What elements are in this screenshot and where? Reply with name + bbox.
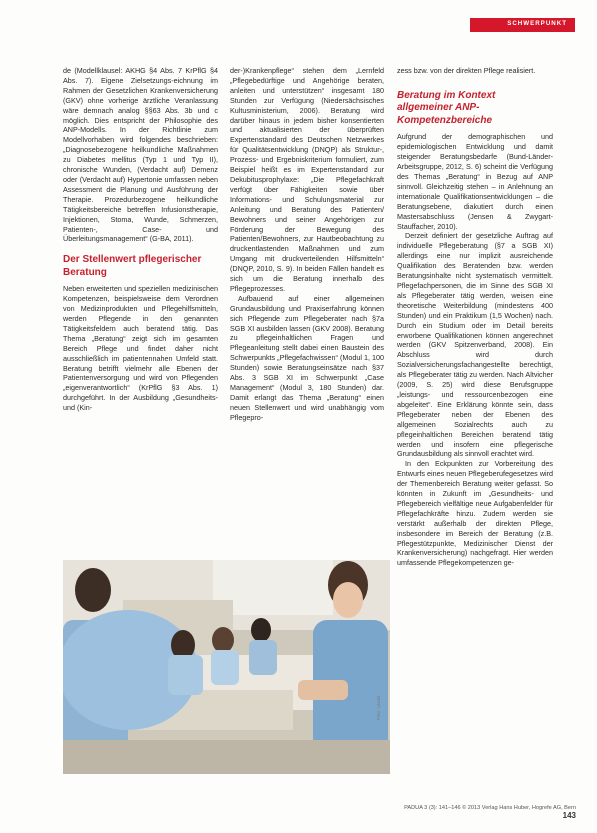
paragraph: Neben erweiterten und speziellen medizinischen Kompetenzen, beispielsweise dem Verordnen von Medizinprodukten und Pflegehilfsmitteln, werden Pflegende in den genannten Tätigkeitsfeldern auch beratend tätig. Das Thema „Beratung“ zeigt sich im gesamten Bereich Pflege und findet daher nicht ausschließlich im patientennahen Umfeld statt. Beratung betrifft vielmehr alle Ebenen der Patientenversorgung und wird von Pflegenden „eigenverantwortlich“ (KrPflG §3 Abs. 1) durchgeführt. In der Ausbildung „Gesundheits- und (Kin- (63, 284, 218, 413)
paragraph: Aufgrund der demographischen und epidemiologischen Entwicklung und damit steigender Beratungsbedarfe (Bund-Länder-Arbeitsgruppe, 2012, S. 6) scheint die Verfügung des Themas „Beratung“ in Bezug auf ANP sinnvoll. Gleichzeitig stehen – in Anlehnung an internationale Qualifikationsentwicklungen – die Beratungsebene, diakutiert durch einen Mastersabschluss (Jensen & Zwygart-Stauffacher, 2010). (397, 132, 553, 231)
text-column-1 (63, 66, 218, 413)
photo-illustration (63, 560, 390, 774)
paragraph: der-)Krankenpflege“ stehen dem „Lernfeld „Pflegebedürftige und Angehörige beraten, anleiten und unterstützen“ insgesamt 180 Stunden zur Verfügung (Niedersächsisches Kultusministerium, 2006). Beratung wird darüber hinaus in jedem bisher konsentierten und aktualisierten der überprüften Expertenstandard des Deutschen Netzwerkes für Qualitätsentwicklung (DNQP) als Struktur-, Prozess- und Ergebniskriterium formuliert, zum Beispiel heißt es im Expertenstandard zur Dekubitusprophylaxe: „Die Pflegefachkraft verfügt über Fähigkeiten sowie über Informations- und Schulungsmaterial zur Anleitung und Beratung des Patienten/ Bewohners und seiner Angehörigen zur Förderung der Bewegung des Patienten/Bewohners, zur Hautbeobachtung zu druckentlastenden Maßnahmen und zum Umgang mit druckverteilenden Hilfsmitteln“ (DNQP, 2010, S. 9). In beiden Fällen handelt es sich um die Beratung innerhalb des Pflegeprozesses. (230, 66, 384, 293)
section-label: SCHWERPUNKT (507, 20, 567, 27)
photo-credit: Foto: Ursula (376, 695, 381, 720)
paragraph: In den Eckpunkten zur Vorbereitung des Entwurfs eines neuen Pflegeberufegesetzes wird der Themenbereich Beratung weiter gefasst. So könnten in Zukunft im „Gesundheits- und Pflegebereich vielfältige neue Aufgabenfelder für Pflegefachkräfte hinzu. Zudem werden sie verstärkt außerhalb der direkten Pflege, insbesondere im Bereich der Beratung (z.B. Pflegestützpunkte, Medizinischer Dienst der Krankenversicherung) nachgefragt. Hier werden umfassende Pflegekompetenzen ge- (397, 459, 553, 568)
nursing-classroom-photo (63, 560, 390, 774)
paragraph: de (Modellklausel: AKHG §4 Abs. 7 KrPflG §4 Abs. 7). Eigene Zielsetzungs-eichnung im Rahmen der Gesetzlichen Krankenversicherung (GKV) ohne vorherige ärztliche Veranlassung wäre demnach analog §§63 Abs. 3b und c möglich. Dies entspricht der Philosophie des ANP-Modells. In der Richtlinie zum Modellvorhaben wird folgendes beschrieben: „Diagnosebezogene heilkundliche Maßnahmen zu Diabetes mellitus (Typ 1 und Typ II), chronische Wunden, (Verdacht auf) Demenz oder (Verdacht auf) Hypertonie umfassen neben Assessment die Planung und Ausführung der Therapie. Prozedurbezogene heilkundliche Tätigkeitsbereiche betreffen Infusionstherapie, Injektionen, Stoma, Wunde, Schmerzen, Patienten-, Case- und Überleitungsmanagement“ (G-BA, 2011). (63, 66, 218, 244)
section-heading: Beratung im Kontext allgemeiner ANP-Kompetenzbereiche (397, 89, 496, 126)
section-header-bar (470, 18, 575, 32)
paragraph: Derzeit definiert der gesetzliche Auftrag auf individuelle Pflegeberatung (§7 a SGB XI) allerdings eine nur implizit ausreichende Qualifikation des Beratenden bzw. werden Beratungsinhalte nicht systematisch vermittelt. Pflegefachpersonen, die im Sinne des SGB XI als Pflegeberater tätig werden, weisen eine theoretische Weiterbildung (mindestens 400 Stunden) und ein Praktikum (1,5 Wochen) nach. Durch ein Studium oder im Detail bereits erworbene Qualifikationen können angerechnet werden (GKV Spitzenverband, 2008). Ein Abschluss wird durch Sozialversicherungsfachangestellte berechtigt, als Pflegeberater tätig zu werden. Nach Altvicher (2009, S. 25) wird diese Berufsgruppe „leistungs- und ressourcenbezogen eine abgeleitet“. Eine Erklärung könnte sein, dass Pflegeberater neben der Ebenen des allgemeinen Sozialrechts auch zu pflegeinhaltlichen Bereichen beratend tätig werden und insofern eine pflegerische Grundausbildung als sinnvoll erachtet wird. (397, 231, 553, 459)
text-column-2 (230, 66, 384, 423)
page-number: 143 (562, 811, 576, 820)
paragraph: Aufbauend auf einer allgemeinen Grundausbildung und Praxiserfahrung können sich Pflegende zum Pflegeberater nach §7a SGB XI ausbilden lassen (GKV 2008). Beratung zu pflegeinhaltlichen Fragen und Pflegeanleitung stellt dabei einen Baustein des Schwerpunkts „Pflegefachwissen“ (Modul 1, 100 Stunden) sowie Beratungseinsätze nach §37 Abs. 3 SGB XI im Schwerpunkt „Case Management“ (Modul 3, 180 Stunden) dar. Damit erlangt das Thema „Beratung“ einen neuen Stellenwert und wird unabhängig vom Pflegepro- (230, 293, 384, 422)
paragraph: zess bzw. von der direkten Pflege realisiert. (397, 66, 536, 75)
text-column-3 (397, 66, 553, 568)
page-footer (396, 805, 576, 820)
section-heading: Der Stellenwert pflegerischer Beratung (63, 254, 202, 278)
journal-citation: PADUA 3 (3): 141–146 © 2013 Verlag Hans Huber, Hogrefe AG, Bern (404, 805, 576, 811)
